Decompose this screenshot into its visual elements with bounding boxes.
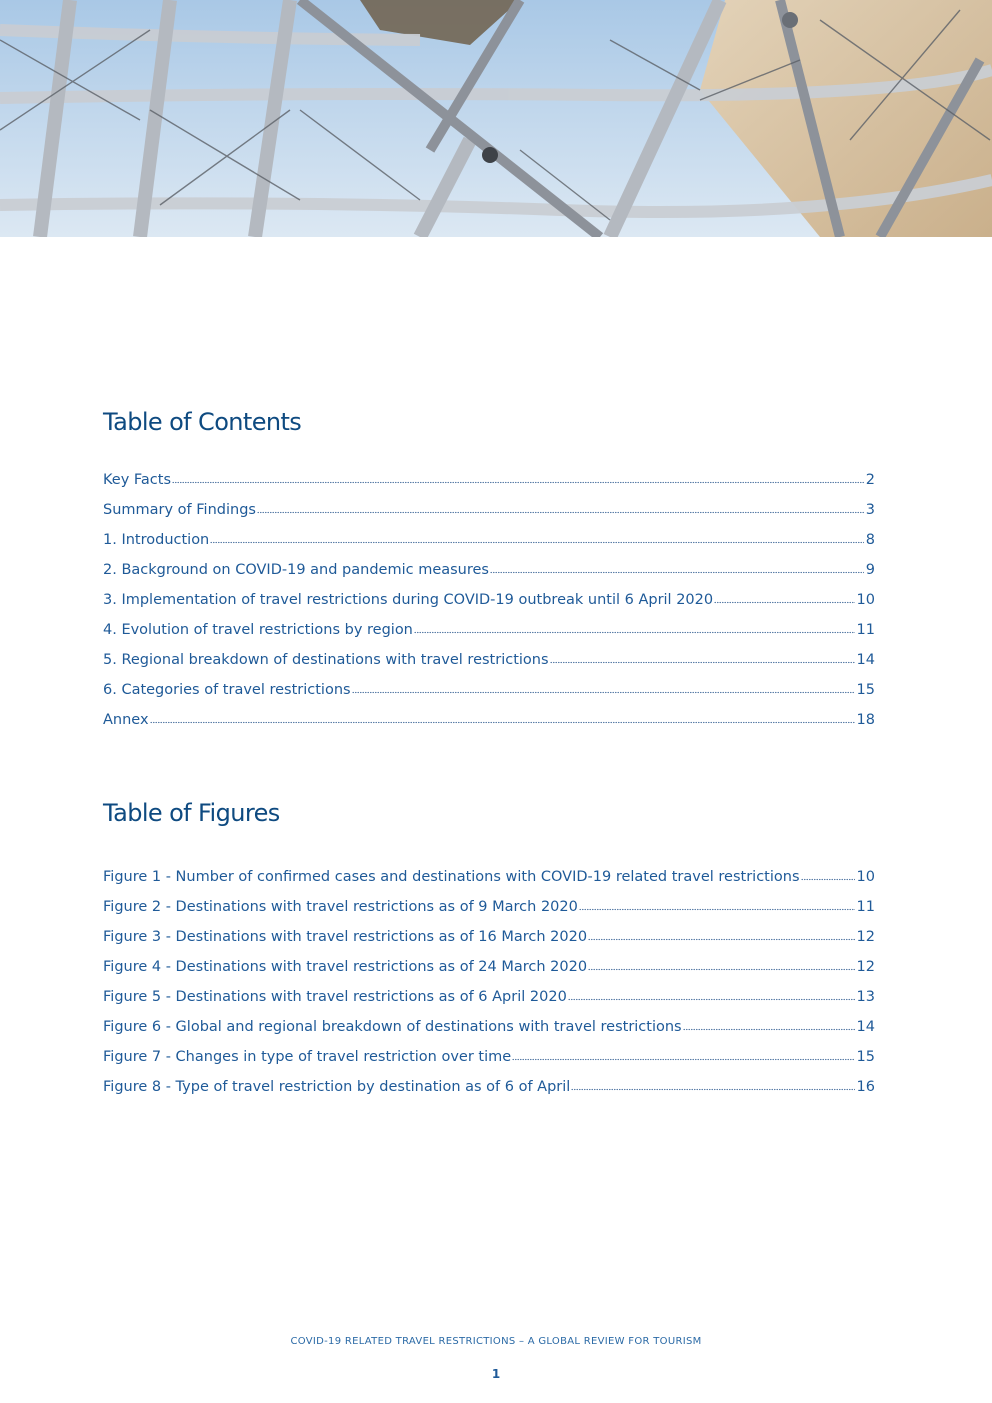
header-photo bbox=[0, 0, 992, 237]
figure-entry-page: 15 bbox=[856, 1049, 875, 1065]
toc-entry-label: 4. Evolution of travel restrictions by region bbox=[103, 622, 413, 638]
toc-heading: Table of Contents bbox=[103, 408, 302, 436]
figure-entry-label: Figure 8 - Type of travel restriction by destination as of 6 of April bbox=[103, 1079, 571, 1095]
figures-heading: Table of Figures bbox=[103, 799, 280, 827]
toc-entry-page: 8 bbox=[865, 532, 875, 548]
toc-entry-page: 10 bbox=[856, 592, 875, 608]
figure-entry-label: Figure 4 - Destinations with travel restrictions as of 24 March 2020 bbox=[103, 959, 588, 975]
figure-entry-page: 10 bbox=[856, 869, 875, 885]
dot-leader bbox=[714, 600, 854, 604]
toc-entry-label: 6. Categories of travel restrictions bbox=[103, 682, 351, 698]
figure-entry-label: Figure 5 - Destinations with travel restrictions as of 6 April 2020 bbox=[103, 989, 567, 1005]
toc-entry-label: 1. Introduction bbox=[103, 532, 210, 548]
figure-entry-page: 12 bbox=[856, 929, 875, 945]
figure-entry-label: Figure 3 - Destinations with travel restrictions as of 16 March 2020 bbox=[103, 929, 588, 945]
dot-leader bbox=[490, 570, 864, 574]
toc-entry[interactable] bbox=[103, 529, 875, 559]
toc-entry[interactable] bbox=[103, 469, 875, 499]
figure-entry-page: 12 bbox=[856, 959, 875, 975]
dot-leader bbox=[512, 1057, 854, 1061]
figures-list bbox=[103, 866, 875, 1106]
figure-entry-page: 16 bbox=[856, 1079, 875, 1095]
figure-entry[interactable] bbox=[103, 1046, 875, 1076]
toc-entry[interactable] bbox=[103, 679, 875, 709]
figure-entry[interactable] bbox=[103, 1016, 875, 1046]
toc-entry[interactable] bbox=[103, 499, 875, 529]
toc-entry-page: 18 bbox=[856, 712, 875, 728]
figure-entry-label: Figure 7 - Changes in type of travel restriction over time bbox=[103, 1049, 512, 1065]
figure-entry-label: Figure 6 - Global and regional breakdown of destinations with travel restrictions bbox=[103, 1019, 682, 1035]
dot-leader bbox=[414, 630, 855, 634]
page-number: 1 bbox=[491, 1367, 501, 1381]
dot-leader bbox=[352, 690, 855, 694]
dot-leader bbox=[150, 720, 855, 724]
toc-entry[interactable] bbox=[103, 619, 875, 649]
glass-roof-illustration bbox=[0, 0, 992, 237]
toc-entry-label: 3. Implementation of travel restrictions during COVID-19 outbreak until 6 April 2020 bbox=[103, 592, 714, 608]
toc-entry-label: Annex bbox=[103, 712, 149, 728]
toc-entry-page: 14 bbox=[856, 652, 875, 668]
footer-document-title: COVID-19 RELATED TRAVEL RESTRICTIONS – A GLOBAL REVIEW FOR TOURISM bbox=[290, 1336, 702, 1347]
dot-leader bbox=[588, 937, 854, 941]
toc-entry-page: 3 bbox=[865, 502, 875, 518]
toc-entry[interactable] bbox=[103, 709, 875, 739]
dot-leader bbox=[172, 480, 864, 484]
toc-entry-label: 5. Regional breakdown of destinations with travel restrictions bbox=[103, 652, 549, 668]
figure-entry-page: 14 bbox=[856, 1019, 875, 1035]
figure-entry[interactable] bbox=[103, 896, 875, 926]
figure-entry-label: Figure 1 - Number of confirmed cases and destinations with COVID-19 related travel restrictions bbox=[103, 869, 800, 885]
dot-leader bbox=[210, 540, 864, 544]
toc-entry-page: 2 bbox=[865, 472, 875, 488]
toc-entry-page: 9 bbox=[865, 562, 875, 578]
toc-entry[interactable] bbox=[103, 589, 875, 619]
toc-entry-label: Key Facts bbox=[103, 472, 172, 488]
figure-entry[interactable] bbox=[103, 1076, 875, 1106]
toc-entry-page: 11 bbox=[856, 622, 875, 638]
dot-leader bbox=[683, 1027, 855, 1031]
dot-leader bbox=[579, 907, 855, 911]
dot-leader bbox=[257, 510, 864, 514]
dot-leader bbox=[568, 997, 855, 1001]
toc-entry-label: Summary of Findings bbox=[103, 502, 256, 518]
figure-entry-page: 11 bbox=[856, 899, 875, 915]
toc-entry-page: 15 bbox=[856, 682, 875, 698]
figure-entry[interactable] bbox=[103, 926, 875, 956]
toc-entry[interactable] bbox=[103, 649, 875, 679]
figure-entry[interactable] bbox=[103, 956, 875, 986]
toc-entry[interactable] bbox=[103, 559, 875, 589]
dot-leader bbox=[571, 1087, 854, 1091]
contents-list bbox=[103, 469, 875, 739]
figure-entry-page: 13 bbox=[856, 989, 875, 1005]
dot-leader bbox=[588, 967, 854, 971]
dot-leader bbox=[801, 877, 855, 881]
figure-entry[interactable] bbox=[103, 866, 875, 896]
toc-entry-label: 2. Background on COVID-19 and pandemic measures bbox=[103, 562, 489, 578]
figure-entry-label: Figure 2 - Destinations with travel restrictions as of 9 March 2020 bbox=[103, 899, 578, 915]
dot-leader bbox=[550, 660, 855, 664]
figure-entry[interactable] bbox=[103, 986, 875, 1016]
